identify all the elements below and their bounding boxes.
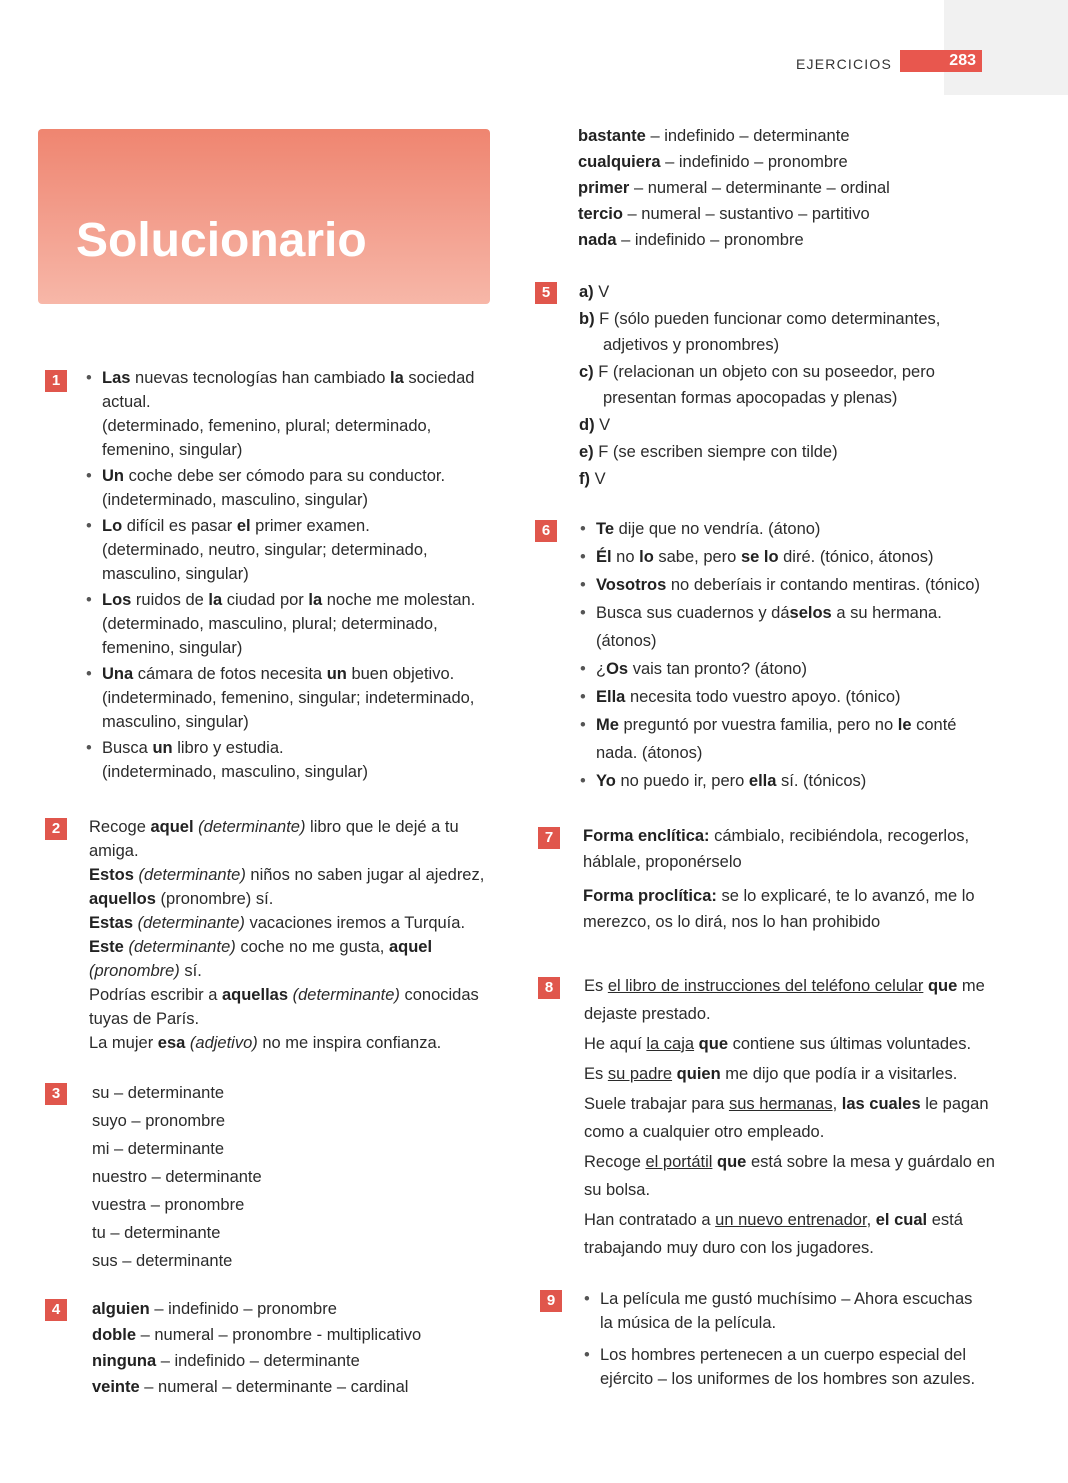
list-item: nuestro – determinante [92,1168,262,1186]
list-item: • Las nuevas tecnologías han cambiado la sociedad [86,366,506,390]
list-item: • Ella necesita todo vuestro apoyo. (tónico) [580,683,1010,711]
list-item: d) V [579,416,611,434]
list-item-continuation: nada. (átonos) [596,744,703,762]
list-item: sus – determinante [92,1252,233,1270]
text-line: como a cualquier otro empleado. [584,1123,825,1141]
list-item: suyo – pronombre [92,1112,225,1130]
exercise-5-answers [579,279,999,492]
page-corner-shade [944,0,1068,95]
exercise-4-answers [92,1296,512,1400]
list-item-continuation: la música de la película. [600,1314,777,1332]
exercise-number-badge: 6 [535,520,557,542]
list-item: tu – determinante [92,1224,221,1242]
text-line: su bolsa. [584,1181,651,1199]
text-line: Forma enclítica: cámbialo, recibiéndola, recogerlos, [583,827,970,845]
list-item: • La película me gustó muchísimo – Ahora escuchas [584,1287,1014,1311]
text-line: Este (determinante) coche no me gusta, aquel [89,938,433,956]
list-item: bastante – indefinido – determinante [578,127,850,145]
page-number: 283 [900,50,982,72]
exercise-number-badge: 5 [535,282,557,304]
text-line: aquellos (pronombre) sí. [89,890,274,908]
exercise-6-answers [580,515,1010,795]
list-item: tercio – numeral – sustantivo – partitivo [578,205,870,223]
exercise-3-answers [92,1079,392,1275]
list-item: e) F (se escriben siempre con tilde) [579,443,838,461]
list-item: veinte – numeral – determinante – cardinal [92,1378,409,1396]
list-item-continuation: (determinado, femenino, plural; determinado, [102,417,432,435]
exercise-1-answers [86,366,506,784]
exercise-number-badge: 2 [45,818,67,840]
list-item: f) V [579,470,606,488]
text-line: Forma proclítica: se lo explicaré, te lo avanzó, me lo [583,887,975,905]
list-item: • Busca sus cuadernos y dáselos a su hermana. [580,599,1010,627]
list-item: mi – determinante [92,1140,225,1158]
list-item: • ¿Os vais tan pronto? (átono) [580,655,1010,683]
text-line: (pronombre) sí. [89,962,202,980]
text-line: Podrías escribir a aquellas (determinante) conocidas [89,986,479,1004]
list-item: b) F (sólo pueden funcionar como determinantes, [579,310,941,328]
text-line: merezco, os lo dirá, nos lo han prohibido [583,913,881,931]
list-item: • Una cámara de fotos necesita un buen objetivo. [86,662,506,686]
list-item-continuation: ejército – los uniformes de los hombres son azules. [600,1370,976,1388]
list-item-continuation: (átonos) [596,632,657,650]
list-item-continuation: (indeterminado, masculino, singular) [102,491,368,509]
exercise-7-answers [583,823,1003,935]
list-item-continuation: actual. [102,393,151,411]
text-line: amiga. [89,842,139,860]
list-item-continuation: masculino, singular) [102,713,249,731]
text-line: Recoge el portátil que está sobre la mesa y guárdalo en [584,1153,995,1171]
exercise-8-answers [584,972,1014,1262]
exercise-4-continued [578,123,998,253]
list-item-continuation: (determinado, neutro, singular; determinado, [102,541,428,559]
text-line: trabajando muy duro con los jugadores. [584,1239,874,1257]
exercise-number-badge: 9 [540,1290,562,1312]
exercise-number-badge: 1 [45,370,67,392]
list-item: nada – indefinido – pronombre [578,231,804,249]
list-item: • Un coche debe ser cómodo para su conductor. [86,464,506,488]
list-item: c) F (relacionan un objeto con su poseedor, pero [579,363,935,381]
list-item-continuation: adjetivos y pronombres) [603,336,780,354]
exercise-2-answers [89,815,509,1055]
list-item: doble – numeral – pronombre - multiplicativo [92,1326,422,1344]
list-item: • Te dije que no vendría. (átono) [580,515,1010,543]
text-line: Recoge aquel (determinante) libro que le dejé a tu [89,818,459,836]
list-item-continuation: femenino, singular) [102,441,243,459]
title-banner [38,129,490,304]
exercise-number-badge: 7 [538,827,560,849]
list-item-continuation: femenino, singular) [102,639,243,657]
text-line: Han contratado a un nuevo entrenador, el cual está [584,1211,963,1229]
list-item-continuation: presentan formas apocopadas y plenas) [603,389,898,407]
exercise-9-answers [584,1287,1014,1391]
exercise-number-badge: 4 [45,1299,67,1321]
list-item-continuation: (indeterminado, femenino, singular; indeterminado, [102,689,475,707]
list-item-continuation: (determinado, masculino, plural; determinado, [102,615,438,633]
list-item-continuation: masculino, singular) [102,565,249,583]
list-item: ninguna – indefinido – determinante [92,1352,360,1370]
text-line: Estas (determinante) vacaciones iremos a Turquía. [89,914,466,932]
running-header: EJERCICIOS [796,56,893,72]
list-item: • Vosotros no deberíais ir contando mentiras. (tónico) [580,571,1010,599]
list-item: • Él no lo sabe, pero se lo diré. (tónico, átonos) [580,543,1010,571]
exercise-number-badge: 3 [45,1083,67,1105]
text-line: Es su padre quien me dijo que podía ir a visitarles. [584,1065,958,1083]
text-line: Es el libro de instrucciones del teléfono celular que me [584,977,985,995]
text-line: háblale, proponérselo [583,853,742,871]
list-item: cualquiera – indefinido – pronombre [578,153,848,171]
text-line: dejaste prestado. [584,1005,711,1023]
list-item: a) V [579,283,610,301]
list-item: primer – numeral – determinante – ordinal [578,179,890,197]
list-item: alguien – indefinido – pronombre [92,1300,337,1318]
list-item: vuestra – pronombre [92,1196,245,1214]
text-line: La mujer esa (adjetivo) no me inspira confianza. [89,1034,442,1052]
text-line: He aquí la caja que contiene sus últimas voluntades. [584,1035,972,1053]
text-line: tuyas de París. [89,1010,200,1028]
list-item: • Busca un libro y estudia. [86,736,506,760]
list-item: • Me preguntó por vuestra familia, pero no le conté [580,711,1010,739]
exercise-number-badge: 8 [538,977,560,999]
banner-title: Solucionario [76,214,367,267]
text-line: Suele trabajar para sus hermanas, las cuales le pagan [584,1095,989,1113]
list-item: • Los ruidos de la ciudad por la noche me molestan. [86,588,506,612]
list-item: su – determinante [92,1084,225,1102]
list-item: • Los hombres pertenecen a un cuerpo especial del [584,1343,1014,1367]
list-item-continuation: (indeterminado, masculino, singular) [102,763,368,781]
text-line: Estos (determinante) niños no saben jugar al ajedrez, [89,866,485,884]
list-item: • Yo no puedo ir, pero ella sí. (tónicos) [580,767,1010,795]
list-item: • Lo difícil es pasar el primer examen. [86,514,506,538]
